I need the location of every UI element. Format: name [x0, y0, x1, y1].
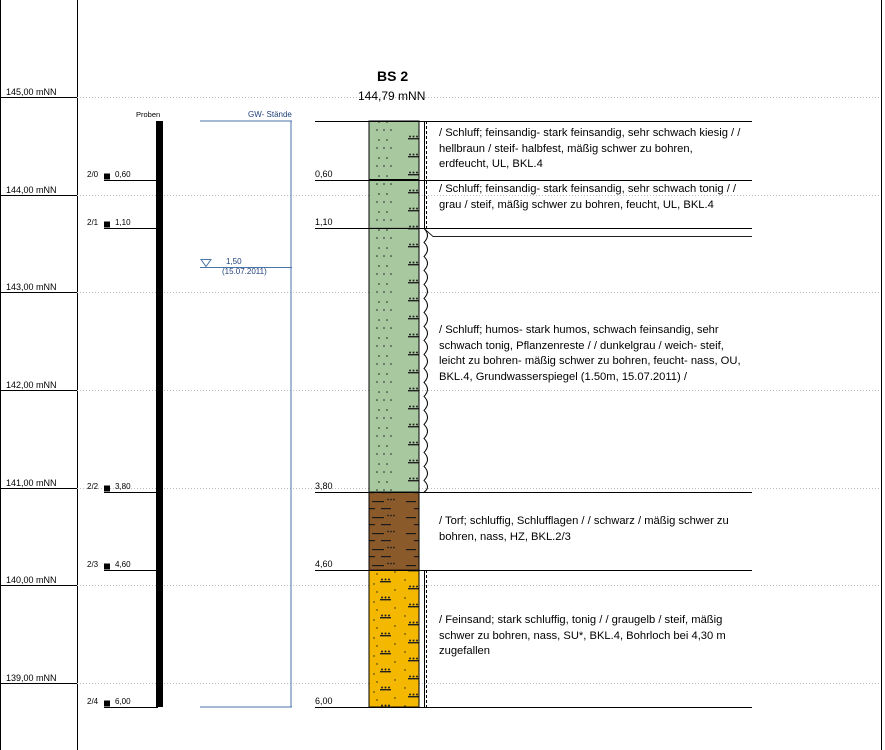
- sample-depth: 6,00: [115, 696, 131, 706]
- soil-layer-sand: [369, 570, 419, 707]
- sample-marker-icon: [104, 701, 110, 707]
- sample-depth: 1,10: [115, 217, 131, 227]
- elevation-label: 139,00 mNN: [6, 672, 57, 683]
- samples-header: Proben: [136, 110, 161, 119]
- sample-depth: 0,60: [115, 169, 131, 179]
- sample-id: 2/1: [87, 217, 99, 227]
- layer-description: / Schluff; feinsandig- stark feinsandig, sehr schwach tonig / / grau / steif, mäßig schwer zu bohren, feucht, UL, BKL.4: [439, 183, 737, 211]
- groundwater-depth-label: 1,50: [226, 256, 242, 266]
- elevation-label: 141,00 mNN: [6, 477, 57, 488]
- layer-description: / Feinsand; stark schluffig, tonig / / graugelb / steif, mäßig schwer zu bohren, nass, SU*, BKL.4, Bohrloch bei 4,30 m zugefallen: [439, 614, 726, 657]
- groundwater-triangle-icon: [201, 260, 211, 267]
- borehole-elevation: 144,79 mNN: [358, 89, 426, 103]
- layer-depth-label: 0,60: [315, 168, 333, 179]
- elevation-label: 142,00 mNN: [6, 379, 57, 390]
- borehole-title: BS 2: [377, 68, 409, 84]
- layer-description: / Torf; schluffig, Schlufflagen / / schwarz / mäßig schwer zu bohren, nass, HZ, BKL.2/3: [439, 515, 729, 543]
- sample-marker-icon: [104, 564, 110, 570]
- groundwater-column: [200, 121, 292, 707]
- sample-marker-icon: [104, 222, 110, 228]
- layer-description: / Schluff; feinsandig- stark feinsandig, sehr schwach kiesig / / hellbraun / steif- halbfest, mäßig schwer zu bohren, erdfeucht, UL, BKL.4: [439, 127, 741, 170]
- soil-layer-silt: [369, 121, 419, 180]
- layer-connector: [424, 228, 752, 236]
- sample-depth: 4,60: [115, 559, 131, 569]
- sample-marker-icon: [104, 486, 110, 492]
- layer-depth-label: 4,60: [315, 558, 333, 569]
- layer-depth-label: 6,00: [315, 695, 333, 706]
- elevation-label: 140,00 mNN: [6, 574, 57, 585]
- sample-id: 2/0: [87, 169, 99, 179]
- elevation-label: 143,00 mNN: [6, 281, 57, 292]
- soil-layer-silt: [369, 228, 419, 492]
- sample-id: 2/4: [87, 696, 99, 706]
- layer-depth-label: 1,10: [315, 216, 333, 227]
- sample-depth: 3,80: [115, 481, 131, 491]
- sample-marker-icon: [104, 174, 110, 180]
- soil-layer-peat: [369, 492, 419, 570]
- layer-depth-label: 3,80: [315, 480, 333, 491]
- sample-id: 2/2: [87, 481, 99, 491]
- soil-layer-silt: [369, 180, 419, 229]
- elevation-label: 144,00 mNN: [6, 184, 57, 195]
- elevation-label: 145,00 mNN: [6, 86, 57, 97]
- groundwater-header: GW- Stände: [248, 110, 292, 119]
- column-right-edge: [424, 121, 428, 707]
- samples-bar: [156, 121, 163, 707]
- groundwater-date-label: (15.07.2011): [222, 266, 267, 276]
- layer-description: / Schluff; humos- stark humos, schwach feinsandig, sehr schwach tonig, Pflanzenreste / / dunkelgrau / weich- steif, leicht zu bohren- mäßig schwer zu bohren, feucht- nass, OU, BKL.4, Grundwasserspiegel (1.50m, 15.07.2011) /: [439, 324, 741, 383]
- soil-column: [369, 121, 419, 707]
- sample-id: 2/3: [87, 559, 99, 569]
